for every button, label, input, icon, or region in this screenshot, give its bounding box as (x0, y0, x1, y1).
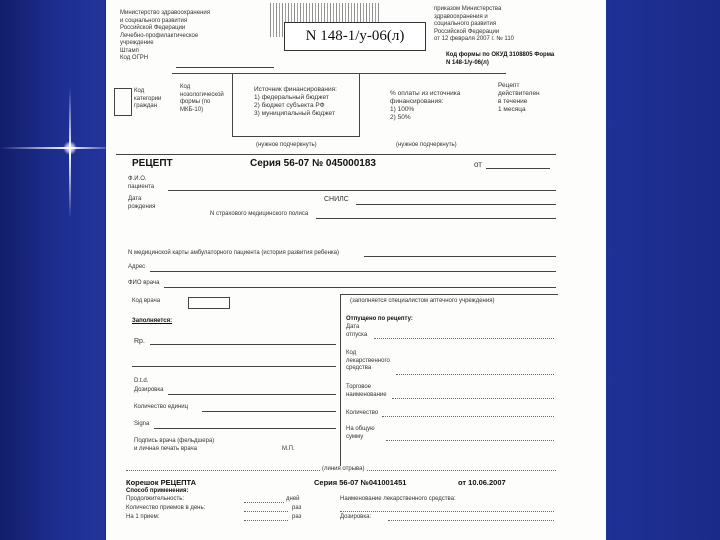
signa-label: Signa (134, 421, 150, 427)
quantity-line[interactable] (382, 416, 554, 417)
rp-line[interactable] (132, 366, 336, 367)
recipe-from: от (474, 160, 482, 169)
pharmacy-stamp-label: (заполняется специалистом аптечного учреждения) (350, 298, 495, 304)
trade-name-line[interactable] (392, 398, 554, 399)
spine-per-dose-line[interactable] (244, 520, 288, 521)
spine-drug-name-line[interactable] (340, 511, 554, 512)
total-sum-label: На общую сумму (346, 426, 375, 440)
spine-date: от 10.06.2007 (458, 478, 506, 487)
payment-label: % оплаты из источника финансирования: 1) 100% 2) 50% (390, 90, 461, 122)
form-code: Код формы по ОКУД 3108805 Форма N 148-1/у-06(л) (446, 52, 555, 66)
header-ministry-right: приказом Министерства здравоохранения и социального развития Российской Федерации от 12 февраля 2007 г. № 110 (434, 6, 514, 42)
doctor-code-box[interactable] (188, 297, 230, 309)
spine-dosage-label: Дозировка: (340, 514, 372, 520)
dosage-label: Дозировка (134, 387, 164, 393)
spine-series: Серия 56-07 №041001451 (314, 478, 407, 487)
address-line[interactable] (150, 271, 556, 272)
doctor-fio-label: ФИО врача (128, 280, 160, 286)
patient-fio-label: Ф.И.О. пациента (128, 176, 155, 190)
header-ministry-left: Министерство здравоохранения и социального развития Российской Федерации Лечебно-профилактическое учреждение Штамп Код ОГРН (120, 10, 210, 61)
dispense-date-label: Дата отпуска (346, 324, 368, 338)
nosology-code-label: Код нозологической формы (по МКБ-10) (180, 84, 224, 113)
total-sum-line[interactable] (386, 440, 554, 441)
dispense-date-line[interactable] (374, 338, 554, 339)
rp-label: Rp. (134, 338, 145, 345)
rp-line[interactable] (150, 344, 336, 345)
stamp-place-label: М.П. (282, 446, 295, 452)
divider (116, 154, 556, 155)
spine-times-line[interactable] (244, 511, 288, 512)
snils-label: СНИЛС (324, 196, 349, 203)
signa-line[interactable] (154, 428, 336, 429)
dosage-line[interactable] (168, 394, 336, 395)
filled-by-label: Заполняется: (132, 318, 173, 324)
dispensed-label: Отпущено по рецепту: (346, 316, 413, 322)
drug-code-label: Код лекарственного средства (346, 350, 390, 371)
spine-method-label: Способ применения: (126, 488, 189, 494)
underline-note: (нужное подчеркнуть) (256, 142, 317, 148)
quantity-label: Количество (346, 410, 379, 416)
pharmacy-section-border (340, 294, 341, 466)
spine-times-label: раз (292, 514, 302, 520)
slide-background-left (0, 0, 105, 540)
spine-duration-line[interactable] (244, 502, 284, 503)
tear-line-label: (линия отрыва) (322, 466, 365, 472)
spine-dosage-line[interactable] (388, 520, 554, 521)
birth-date-label: Дата рождения (128, 196, 156, 210)
date-line (486, 168, 550, 169)
recipe-heading: РЕЦЕПТ (132, 158, 173, 169)
spine-title: Корешок РЕЦЕПТА (126, 478, 196, 487)
light-flare-core (63, 141, 77, 155)
doctor-signature-label: Подпись врача (фельдшера) и личная печать врача (134, 438, 215, 452)
category-code-label: Код категории граждан (134, 88, 162, 109)
patient-fio-line[interactable] (168, 190, 556, 191)
spine-drug-name-label: Наименование лекарственного средства: (340, 496, 456, 502)
spine-duration-label: Продолжительность: (126, 496, 185, 502)
form-number-title: N 148-1/у-06(л) (284, 22, 426, 51)
spine-days-label: дней (286, 496, 300, 502)
med-card-label: N медицинской карты амбулаторного пациента (история развития ребенка) (128, 250, 340, 256)
units-count-label: Количество единиц (134, 404, 189, 410)
prescription-form (106, 0, 606, 540)
slide-background-right (606, 0, 720, 540)
spine-times-label: раз (292, 505, 302, 511)
policy-line[interactable] (316, 218, 556, 219)
financing-label: Источник финансирования: 1) федеральный бюджет 2) бюджет субъекта РФ 3) муниципальный бюджет (254, 86, 337, 118)
light-flare-horizontal (0, 147, 115, 149)
units-count-line[interactable] (202, 411, 336, 412)
spine-per-dose-label: На 1 прием: (126, 514, 160, 520)
drug-code-line[interactable] (396, 374, 554, 375)
snils-line[interactable] (356, 204, 556, 205)
policy-label: N страхового медицинского полиса (210, 211, 309, 217)
dtd-label: D.t.d. (134, 378, 149, 384)
pharmacy-section-border (340, 294, 558, 295)
trade-name-label: Торговое наименование (346, 384, 387, 398)
med-card-line[interactable] (364, 256, 556, 257)
spine-times-per-day-label: Количество приемов в день: (126, 505, 206, 511)
recipe-series: Серия 56-07 № 045000183 (250, 158, 376, 169)
underline-note: (нужное подчеркнуть) (396, 142, 457, 148)
doctor-fio-line[interactable] (164, 287, 556, 288)
divider (176, 67, 274, 68)
address-label: Адрес (128, 264, 146, 270)
doctor-code-label: Код врача (132, 298, 161, 304)
validity-label: Рецепт действителен в течение 1 месяца (498, 82, 540, 114)
category-code-box[interactable] (114, 88, 132, 116)
